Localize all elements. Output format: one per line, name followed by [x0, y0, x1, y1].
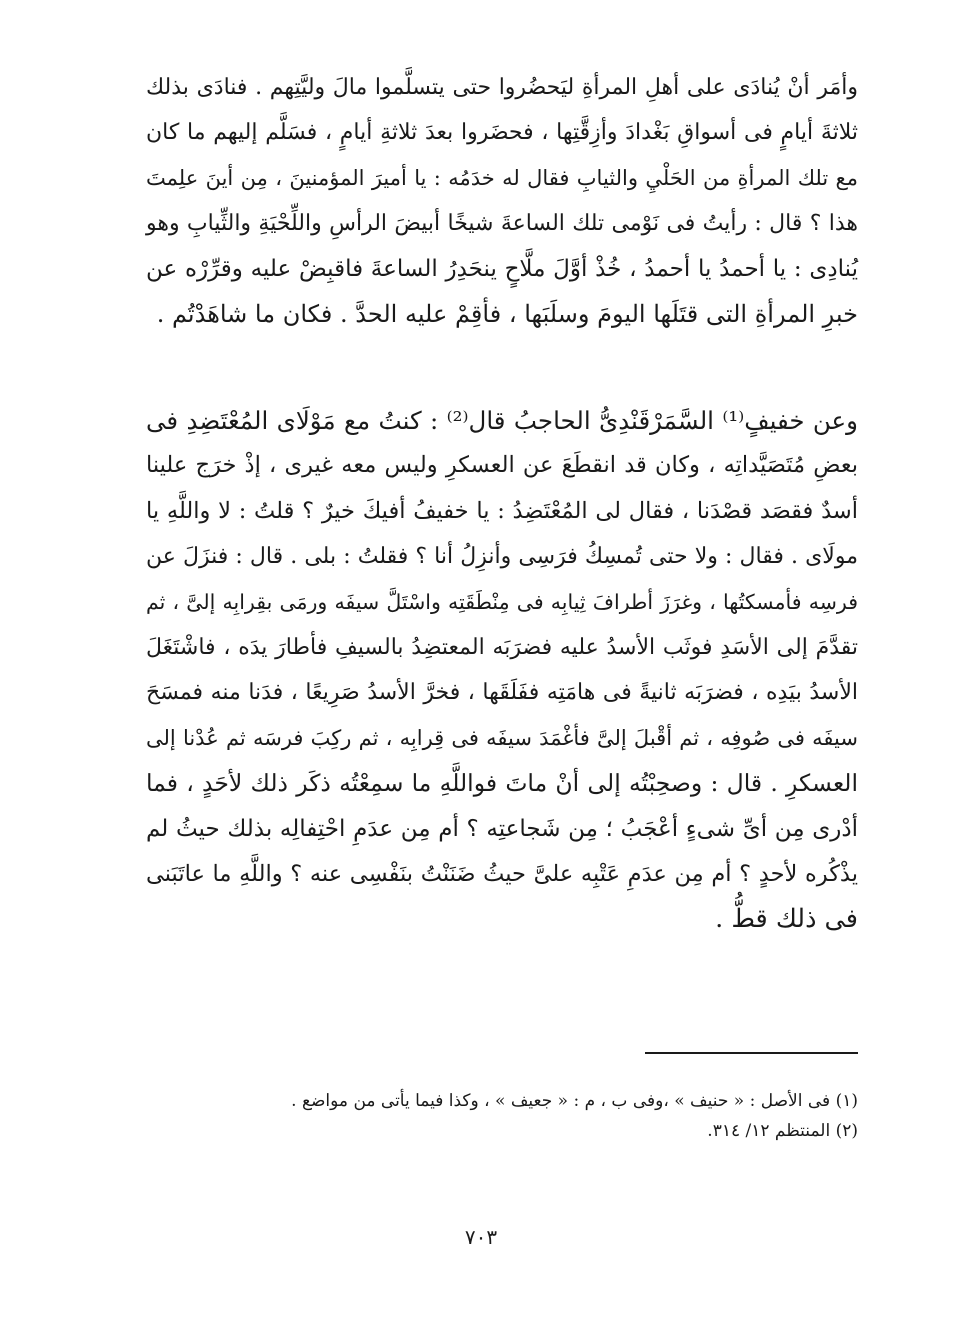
text-line: هذا ؟ قال : رأيتُ فى نَوْمى تلك الساعةَ شيخًا أبيضَ الرأسِ واللِّحْيَةِ والثِّيابِ وهو — [146, 211, 858, 237]
text-line: الأسدُ بيَدِه ، فضرَبَه ثانيةً فى هامَتِه ففَلَقَها ، فخرَّ الأسدُ صَرِيعًا ، فدَنا منه فمسَحَ — [146, 680, 858, 706]
text-line: تقدَّمَ إلى الأسَدِ فوثَب الأسدُ عليه فضرَبَه المعتضِدُ بالسيفِ فأطارَ يدَه ، فاشْتَغَلَ — [146, 635, 858, 661]
paragraph-1 — [146, 65, 858, 337]
text-line: مولَاى . فقال : ولا حتى تُمسِكُ فرَسِى وأنزِلُ أنا ؟ فقلتُ : بلى . قال : فنزَلَ عن — [146, 544, 858, 570]
text-line: بعضِ مُتَصَيَّداتِه ، وكان قد انقطَعَ عن العسكرِ وليس معه غيرى ، إذْ خرَج علينا — [146, 452, 858, 479]
text-line: ثلاثةَ أيامٍ فى أسواقِ بَغْدادَ وأزِقَّتِها ، فحضَروا بعدَ ثلاثةِ أيامٍ ، فسَلَّم إليهم ما كان — [146, 120, 858, 146]
text-line: فى ذلك قطُّ . — [715, 904, 858, 935]
text-line: يذْكُره لأحدٍ ؟ أم مِن عدَمِ عَتْبِه علىَّ حيثُ ضَنَنْتُ بنَفْسِى عنه ؟ واللَّهِ ما عاتَبَنى — [146, 861, 858, 888]
text-line: فرسِه فأمسكتُها ، وغرَزَ أطرافَ ثِيابِه فى مِنْطَقَتِه واسْتَلَّ سيفَه ورمَى بقِرابِه إلىَّ ، ثم — [146, 589, 858, 614]
text-line: سيفَه فى صُوفِه ، ثم أقْبلَ إلىَّ فأغْمَدَ سيفَه فى قِرابِه ، ثم ركِبَ فرسَه ثم عُدْنا إلى — [146, 725, 858, 750]
text-line: وعن خفيفٍ⁽¹⁾ السَّمَرْقَنْدِىُّ الحاجبُ قال⁽²⁾ : كنتُ مع مَوْلَاى المُعْتَضِدِ فى — [146, 406, 858, 435]
text-line: العسكرِ . قال : وصحِبْتُه إلى أنْ ماتَ فواللَّهِ ما سمِعْتُه ذكَر ذلك لأحَدٍ ، فما — [146, 769, 858, 798]
text-line: مع تلك المرأةِ من الحَلْيِ والثيابِ فقال له خدَمُه : يا أميرَ المؤمنينَ ، مِن أينَ علِمتَ — [146, 165, 858, 190]
footnote-1: (١) فى الأصل : « حنيف » ،وفى ب ، م : « جعيف » ، وكذا فيما يأتى من مواضع . — [291, 1091, 858, 1111]
paragraph-2 — [146, 398, 858, 943]
page-number: ٧٠٣ — [464, 1225, 498, 1249]
footnote-separator — [645, 1052, 858, 1054]
footnotes — [270, 1086, 858, 1146]
text-line: أسدٌ فقصَد قصْدَنا ، فقال لى المُعْتَضِدُ : يا خفيفُ أفيكَ خيرٌ ؟ قلتُ : لا واللَّهِ يا — [146, 497, 858, 524]
text-line: خبرِ المرأةِ التى قتَلَها اليومَ وسلَبَها ، فأقِمْ عليه الحدَّ . فكان ما شاهَدْتُم . — [156, 300, 858, 329]
text-line: أدْرى مِن أىِّ شىءٍ أعْجَبُ ؛ مِن شَجاعتِه ؟ أم مِن عدَمِ احْتِفالِه بذلك حيثُ لم — [146, 815, 858, 842]
text-line: يُنادِى : يا أحمدُ يا أحمدُ ، خُذْ أوَّلَ ملَّاحٍ ينحَدِرُ الساعةَ فاقبِضْ عليه وقرِّرْه عن — [146, 255, 858, 282]
footnote-2: (٢) المنتظم ١٢/ ٣١٤. — [707, 1121, 858, 1141]
text-line: وأمَر أنْ يُنادَى على أهلِ المرأةِ ليَحضُروا حتى يتسلَّموا مالَ وليَّتِهم . فنادَى بذلك — [146, 75, 858, 100]
